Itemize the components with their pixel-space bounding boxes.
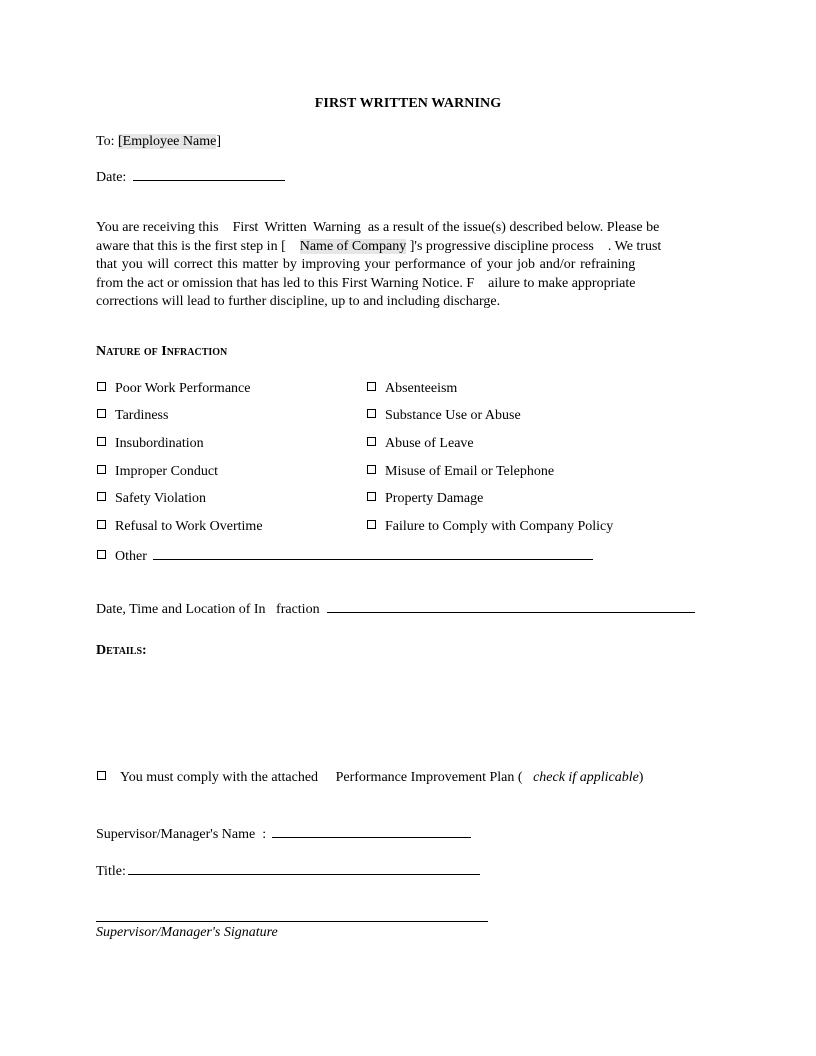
infraction-label: Failure to Comply with Company Policy (385, 519, 614, 534)
infraction-left-item (97, 381, 250, 397)
infraction-label: Abuse of Leave (385, 436, 474, 451)
to-label: To: (96, 134, 115, 149)
date-field[interactable] (133, 168, 285, 181)
infraction-checkbox[interactable] (97, 409, 106, 418)
other-checkbox[interactable] (97, 550, 106, 559)
infraction-right-item (367, 408, 521, 424)
date-row (96, 168, 285, 186)
infraction-label: Absenteeism (385, 381, 458, 396)
pip-row: You must comply with the attached Performance Improvement Plan ( check if applicable) (97, 770, 643, 786)
infraction-right-item (367, 519, 613, 535)
infraction-checkbox[interactable] (97, 465, 106, 474)
infraction-checkbox[interactable] (367, 437, 376, 446)
infraction-right-item (367, 491, 483, 507)
employee-name-field[interactable]: [Employee Name (117, 134, 217, 149)
infraction-checkbox[interactable] (367, 382, 376, 391)
infraction-left-item (97, 464, 218, 480)
infraction-checkbox[interactable] (367, 520, 376, 529)
nature-heading: Nature of Infraction (96, 344, 228, 359)
infraction-checkbox[interactable] (367, 465, 376, 474)
pip-checkbox[interactable] (97, 771, 106, 780)
title-row: Title: (96, 862, 480, 880)
other-label: Other (115, 549, 147, 564)
date-location-row: Date, Time and Location of In fraction (96, 600, 695, 618)
infraction-checkbox[interactable] (97, 492, 106, 501)
infraction-label: Improper Conduct (115, 464, 219, 479)
infraction-right-item (367, 381, 457, 397)
infraction-checkbox[interactable] (367, 492, 376, 501)
infraction-right-item (367, 464, 554, 480)
infraction-left-item (97, 408, 168, 424)
infraction-checkbox[interactable] (97, 382, 106, 391)
infraction-left-item (97, 519, 263, 535)
signature-line[interactable] (96, 921, 488, 922)
intro-paragraph: You are receiving this First Written Warning as a result of the issue(s) described below. Please be aware that this is the first step in [ Name of Company ]'s progressive discipline process . We trust that you will correct this matter by improving your performance of your job and/or refraining from the act or omission that has led to this First Warning Notice. F ailure to make appropriate corrections will lead to further discipline, up to and including discharge. (96, 220, 662, 309)
infraction-label: Property Damage (385, 491, 484, 506)
infraction-right-item (367, 436, 474, 452)
other-row (97, 547, 593, 565)
infraction-left-item (97, 491, 206, 507)
infraction-label: Misuse of Email or Telephone (385, 464, 555, 479)
supervisor-name-row: Supervisor/Manager's Name : (96, 825, 471, 843)
infraction-label: Tardiness (115, 408, 169, 423)
other-field[interactable] (153, 547, 593, 560)
infraction-checkbox[interactable] (97, 437, 106, 446)
signature-label: Supervisor/Manager's Signature (96, 925, 278, 940)
document-title: FIRST WRITTEN WARNING (314, 96, 502, 111)
details-heading: Details: (96, 643, 147, 658)
infraction-label: Poor Work Performance (115, 381, 251, 396)
infraction-checkbox[interactable] (367, 409, 376, 418)
infraction-label: Substance Use or Abuse (385, 408, 521, 423)
supervisor-name-field[interactable] (272, 825, 471, 838)
company-name-field[interactable]: Name of Company (299, 238, 407, 254)
to-row: To: [Employee Name] (96, 134, 221, 149)
infraction-label: Insubordination (115, 436, 204, 451)
infraction-label: Refusal to Work Overtime (115, 519, 263, 534)
infraction-checkbox[interactable] (97, 520, 106, 529)
date-location-field[interactable] (327, 600, 695, 613)
infraction-label: Safety Violation (115, 491, 207, 506)
infraction-left-item (97, 436, 204, 452)
date-label: Date: (96, 170, 127, 185)
title-field[interactable] (128, 862, 480, 875)
